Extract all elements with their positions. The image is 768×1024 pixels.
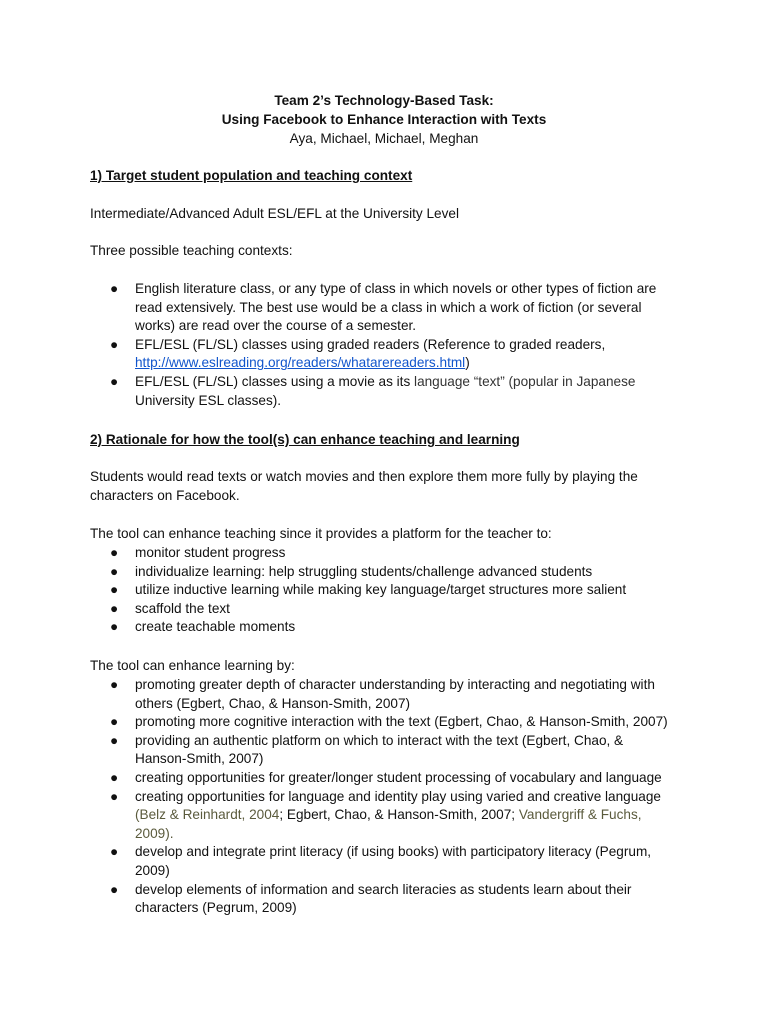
title-line-1: Team 2’s Technology-Based Task: [274,93,494,108]
teaching-item-text: create teachable moments [135,619,296,635]
citation-vandergriff: Vandergriff & Fuchs, 2009). [135,807,642,841]
bullet-icon: ● [110,563,119,579]
learning-item-text: providing an authentic platform on which to interact with the text (Egbert, Chao, & Hanson-Smith, 2007) [135,732,624,767]
contexts-intro: Three possible teaching contexts: [90,243,293,258]
context-3-text: EFL/ESL (FL/SL) classes using a movie as its [135,373,411,389]
bullet-icon: ● [110,769,119,785]
list-item [90,676,670,713]
context-2-close: ) [465,355,470,371]
list-item [90,843,670,880]
bullet-icon: ● [110,881,119,897]
context-2-text: EFL/ESL (FL/SL) classes using graded readers (Reference to graded readers, [135,336,606,352]
learning-item-text: develop elements of information and search literacies as students learn about their characters (Pegrum, 2009) [135,881,632,916]
learning-list [90,676,670,918]
section1-heading: 1) Target student population and teaching context [90,168,413,183]
population-text: Intermediate/Advanced Adult ESL/EFL at the University Level [90,206,459,221]
bullet-icon: ● [110,677,119,692]
learning-item-text: develop and integrate print literacy (if using books) with participatory literacy (Pegrum, 2009) [135,844,652,878]
bullet-icon: ● [110,582,119,598]
teaching-list [90,544,670,637]
learning-item-text: creating opportunities for language and identity play using varied and creative language [135,788,661,804]
list-item [90,581,670,600]
list-item [90,373,670,410]
bullet-icon: ● [110,373,119,389]
learning-item-text: creating opportunities for greater/longer student processing of vocabulary and language [135,769,662,785]
bullet-icon: ● [110,281,119,296]
bullet-icon: ● [110,732,119,748]
list-item [90,713,670,732]
rationale-intro: Students would read texts or watch movies and then explore them more fully by playing the characters on Facebook. [90,469,638,503]
bullet-icon: ● [110,336,119,352]
section2-heading: 2) Rationale for how the tool(s) can enhance teaching and learning [90,432,520,447]
list-item [90,336,670,373]
citation-egbert: ; Egbert, Chao, & Hanson-Smith, 2007; [279,807,516,823]
list-item [90,732,670,769]
context-3-line2: University ESL classes). [135,392,282,408]
citation-belz: (Belz & Reinhardt, 2004 [135,807,280,823]
list-item [90,544,670,563]
graded-readers-link[interactable]: http://www.eslreading.org/readers/whatarereaders.html [135,355,466,371]
bullet-icon: ● [110,619,119,635]
bullet-icon: ● [110,545,119,560]
title-line-2: Using Facebook to Enhance Interaction with Texts [221,112,547,127]
contexts-list [90,280,670,410]
teaching-intro: The tool can enhance teaching since it provides a platform for the teacher to: [90,526,552,541]
authors-line: Aya, Michael, Michael, Meghan [289,131,479,146]
teaching-item-text: scaffold the text [135,600,230,616]
bullet-icon: ● [110,788,119,804]
list-item [90,563,670,582]
learning-item-text: promoting greater depth of character understanding by interacting and negotiating with others (Egbert, Chao, & Hanson-Smith, 2007) [135,677,655,711]
list-item [90,881,670,918]
context-3-text-light: language “text” (popular in Japanese [414,373,636,389]
bullet-icon: ● [110,714,119,730]
list-item [90,618,670,637]
list-item [90,280,670,336]
context-1-text: English literature class, or any type of class in which novels or other types of fiction are read extensively. The best use would be a class in which a work of fiction (or several works) are read over the course of a semester. [135,281,657,334]
teaching-item-text: monitor student progress [135,545,286,560]
teaching-item-text: individualize learning: help struggling students/challenge advanced students [135,563,593,579]
list-item [90,769,670,788]
learning-intro: The tool can enhance learning by: [90,658,295,673]
list-item [90,600,670,619]
bullet-icon: ● [110,600,119,616]
list-item [90,788,670,844]
bullet-icon: ● [110,844,119,860]
teaching-item-text: utilize inductive learning while making key language/target structures more salient [135,582,627,598]
learning-item-text: promoting more cognitive interaction with the text (Egbert, Chao, & Hanson-Smith, 2007) [135,714,668,730]
